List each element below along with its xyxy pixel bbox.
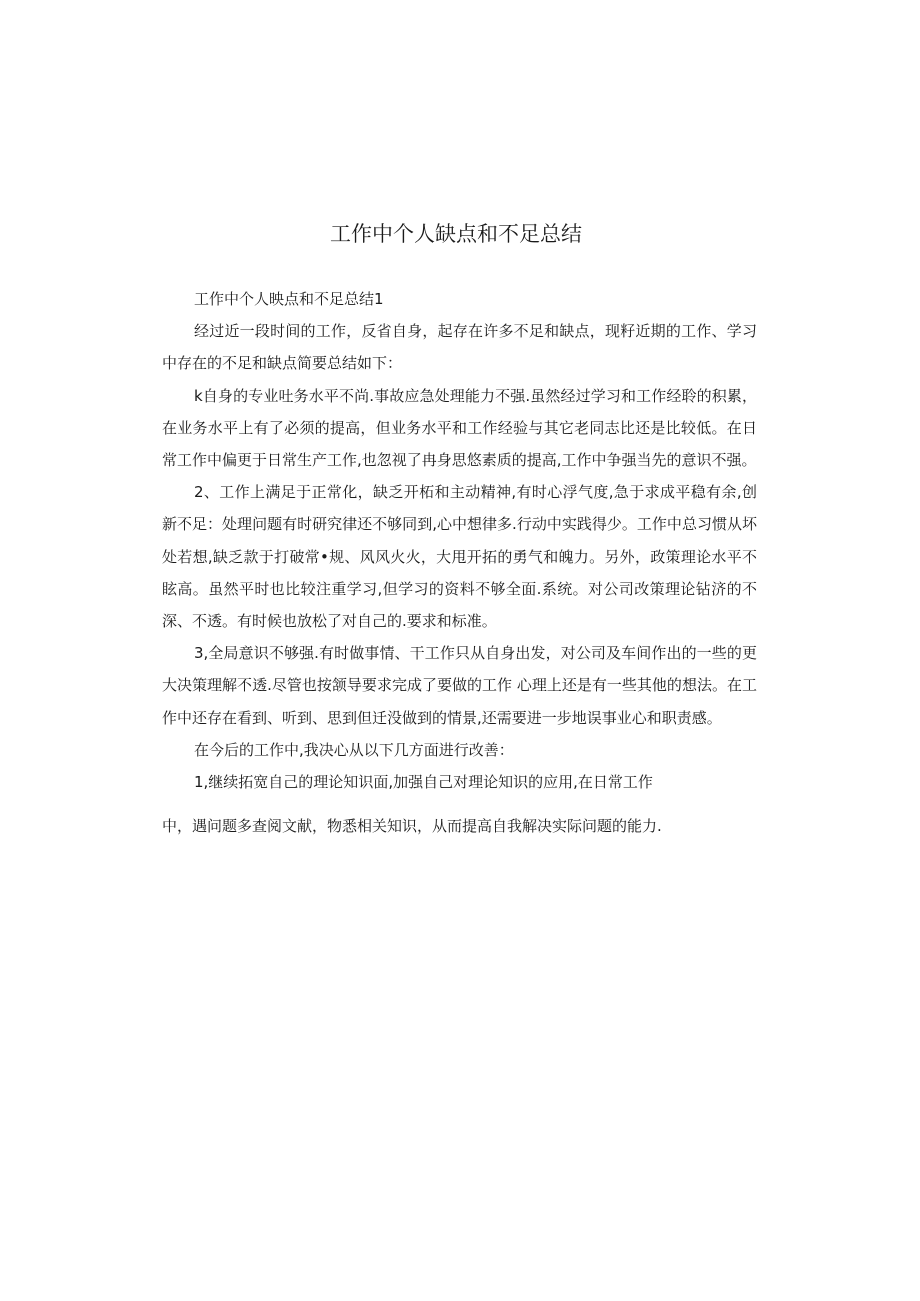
document-body: [162, 283, 757, 842]
paragraph-improvement-1: 1,继续拓宽自己的理论知识面,加强自己对理论知识的应用,在日常工作: [194, 773, 653, 792]
paragraph-improvement-1-continued: 中，遇问题多查阅文献，物悉相关知识，从而提高自我解决实际问题的能力.: [162, 817, 662, 836]
document-title: 工作中个人缺点和不足总结: [330, 222, 582, 246]
paragraph-point-1: k自身的专业吐务水平不尚.事故应急处理能力不强.虽然经过学习和工作经聆的积累，在业务水平上有了必须的提高，但业务水平和工作经验与其它老同志比还是比较低。在日常工作中偏更于日常生产工作,也忽视了冉身思悠素质的提高,工作中争强当先的意识不强。: [162, 386, 757, 470]
paragraph-intro: 经过近一段时间的工作，反省自身，起存在许多不足和缺点，现籽近期的工作、学习中存在的不足和缺点简要总结如下：: [162, 322, 757, 373]
paragraph-point-3: 3,全局意识不够强.有时做事情、干工作只从自身出发，对公司及车间作出的一些的更大决策理解不透.尽管也按颔导要求完成了要做的工作 心理上还是有一些其他的想法。在工作中还存在看到、听到、思到但迁没做到的情景,还需要进一步地误事业心和职责感。: [162, 644, 757, 727]
document-subtitle: 工作中个人映点和不足总结1: [194, 290, 384, 308]
paragraph-point-2: 2、工作上满足于正常化，缺乏开柘和主动精神,有时心浮气度,急于求成平稳有余,创新不足：处理问题有时研究律还不够同到,心中想律多.行动中实践得少。工作中总习惯从坏处若想,缺乏款于打破常•规、风风火火，大甩开拓的勇气和魄力。另外，政策理论水平不眩高。虽然平时也比较注重学习,但学习的资料不够全面.系统。对公司改策理论钻济的不深、不透。有时候也放松了对自己的.要求和标准。: [162, 483, 757, 631]
paragraph-improvement-intro: 在今后的工作中,我决心从以下几方面进行改善：: [194, 740, 514, 759]
